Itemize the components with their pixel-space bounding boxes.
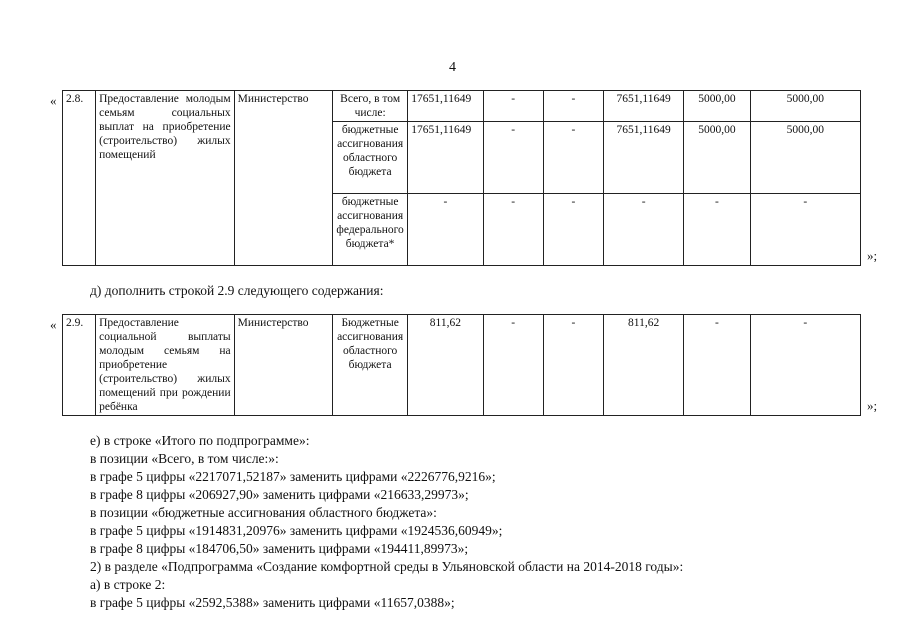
page-number: 4 — [449, 60, 456, 75]
value-cell: 5000,00 — [750, 91, 860, 122]
table-row-2-9 — [62, 314, 861, 416]
value-cell: - — [684, 315, 750, 416]
value-cell: - — [483, 122, 543, 194]
text-line: в позиции «бюджетные ассигнования областного бюджета»: — [90, 505, 437, 520]
row-number: 2.9. — [63, 315, 96, 416]
value-cell: 7651,11649 — [603, 122, 683, 194]
source-cell: Бюджетные ассигнования областного бюджета — [332, 315, 407, 416]
text-line: в графе 8 цифры «184706,50» заменить цифрами «194411,89973»; — [90, 541, 469, 556]
value-cell: - — [483, 91, 543, 122]
value-cell: 7651,11649 — [603, 91, 683, 122]
value-cell: - — [543, 315, 603, 416]
open-quote-2: « — [50, 317, 57, 332]
source-cell: Всего, в том числе: — [332, 91, 407, 122]
text-line: 2) в разделе «Подпрограмма «Создание комфортной среды в Ульяновской области на 2014-2018 годы»: — [90, 559, 684, 574]
value-cell: 5000,00 — [684, 91, 750, 122]
text-line: а) в строке 2: — [90, 577, 166, 592]
value-cell: 17651,11649 — [408, 91, 483, 122]
source-cell: бюджетные ассигнования областного бюджета — [332, 122, 407, 194]
value-cell: 811,62 — [603, 315, 683, 416]
text-line: в позиции «Всего, в том числе:»: — [90, 451, 279, 466]
close-quote-1: »; — [867, 248, 878, 263]
close-quote-2: »; — [867, 398, 878, 413]
text-line: е) в строке «Итого по подпрограмме»: — [90, 433, 310, 448]
activity-name: Предоставление социальной выплаты молодым семьям на приобретение (строительство) жилых помещений при рождении ребёнка — [96, 315, 235, 416]
value-cell: - — [750, 194, 860, 266]
value-cell: - — [408, 194, 483, 266]
text-line: в графе 8 цифры «206927,90» заменить цифрами «216633,29973»; — [90, 487, 469, 502]
value-cell: 5000,00 — [684, 122, 750, 194]
source-cell: бюджетные ассигнования федерального бюджета* — [332, 194, 407, 266]
value-cell: - — [543, 91, 603, 122]
value-cell: 811,62 — [408, 315, 483, 416]
paragraph-d: д) дополнить строкой 2.9 следующего содержания: — [90, 283, 384, 298]
activity-name: Предоставление молодым семьям социальных выплат на приобретение (строительство) жилых помещений — [96, 91, 235, 266]
text-line: в графе 5 цифры «1914831,20976» заменить цифрами «1924536,60949»; — [90, 523, 503, 538]
responsible: Министерство — [234, 91, 332, 266]
value-cell: - — [543, 194, 603, 266]
open-quote-1: « — [50, 93, 57, 108]
text-line: в графе 5 цифры «2217071,52187» заменить цифрами «2226776,9216»; — [90, 469, 496, 484]
value-cell: - — [750, 315, 860, 416]
value-cell: - — [684, 194, 750, 266]
value-cell: - — [543, 122, 603, 194]
value-cell: - — [603, 194, 683, 266]
responsible: Министерство — [234, 315, 332, 416]
value-cell: - — [483, 194, 543, 266]
value-cell: 17651,11649 — [408, 122, 483, 194]
table-row-2-8 — [62, 90, 861, 266]
value-cell: 5000,00 — [750, 122, 860, 194]
value-cell: - — [483, 315, 543, 416]
text-line: в графе 5 цифры «2592,5388» заменить цифрами «11657,0388»; — [90, 595, 455, 610]
row-number: 2.8. — [63, 91, 96, 266]
